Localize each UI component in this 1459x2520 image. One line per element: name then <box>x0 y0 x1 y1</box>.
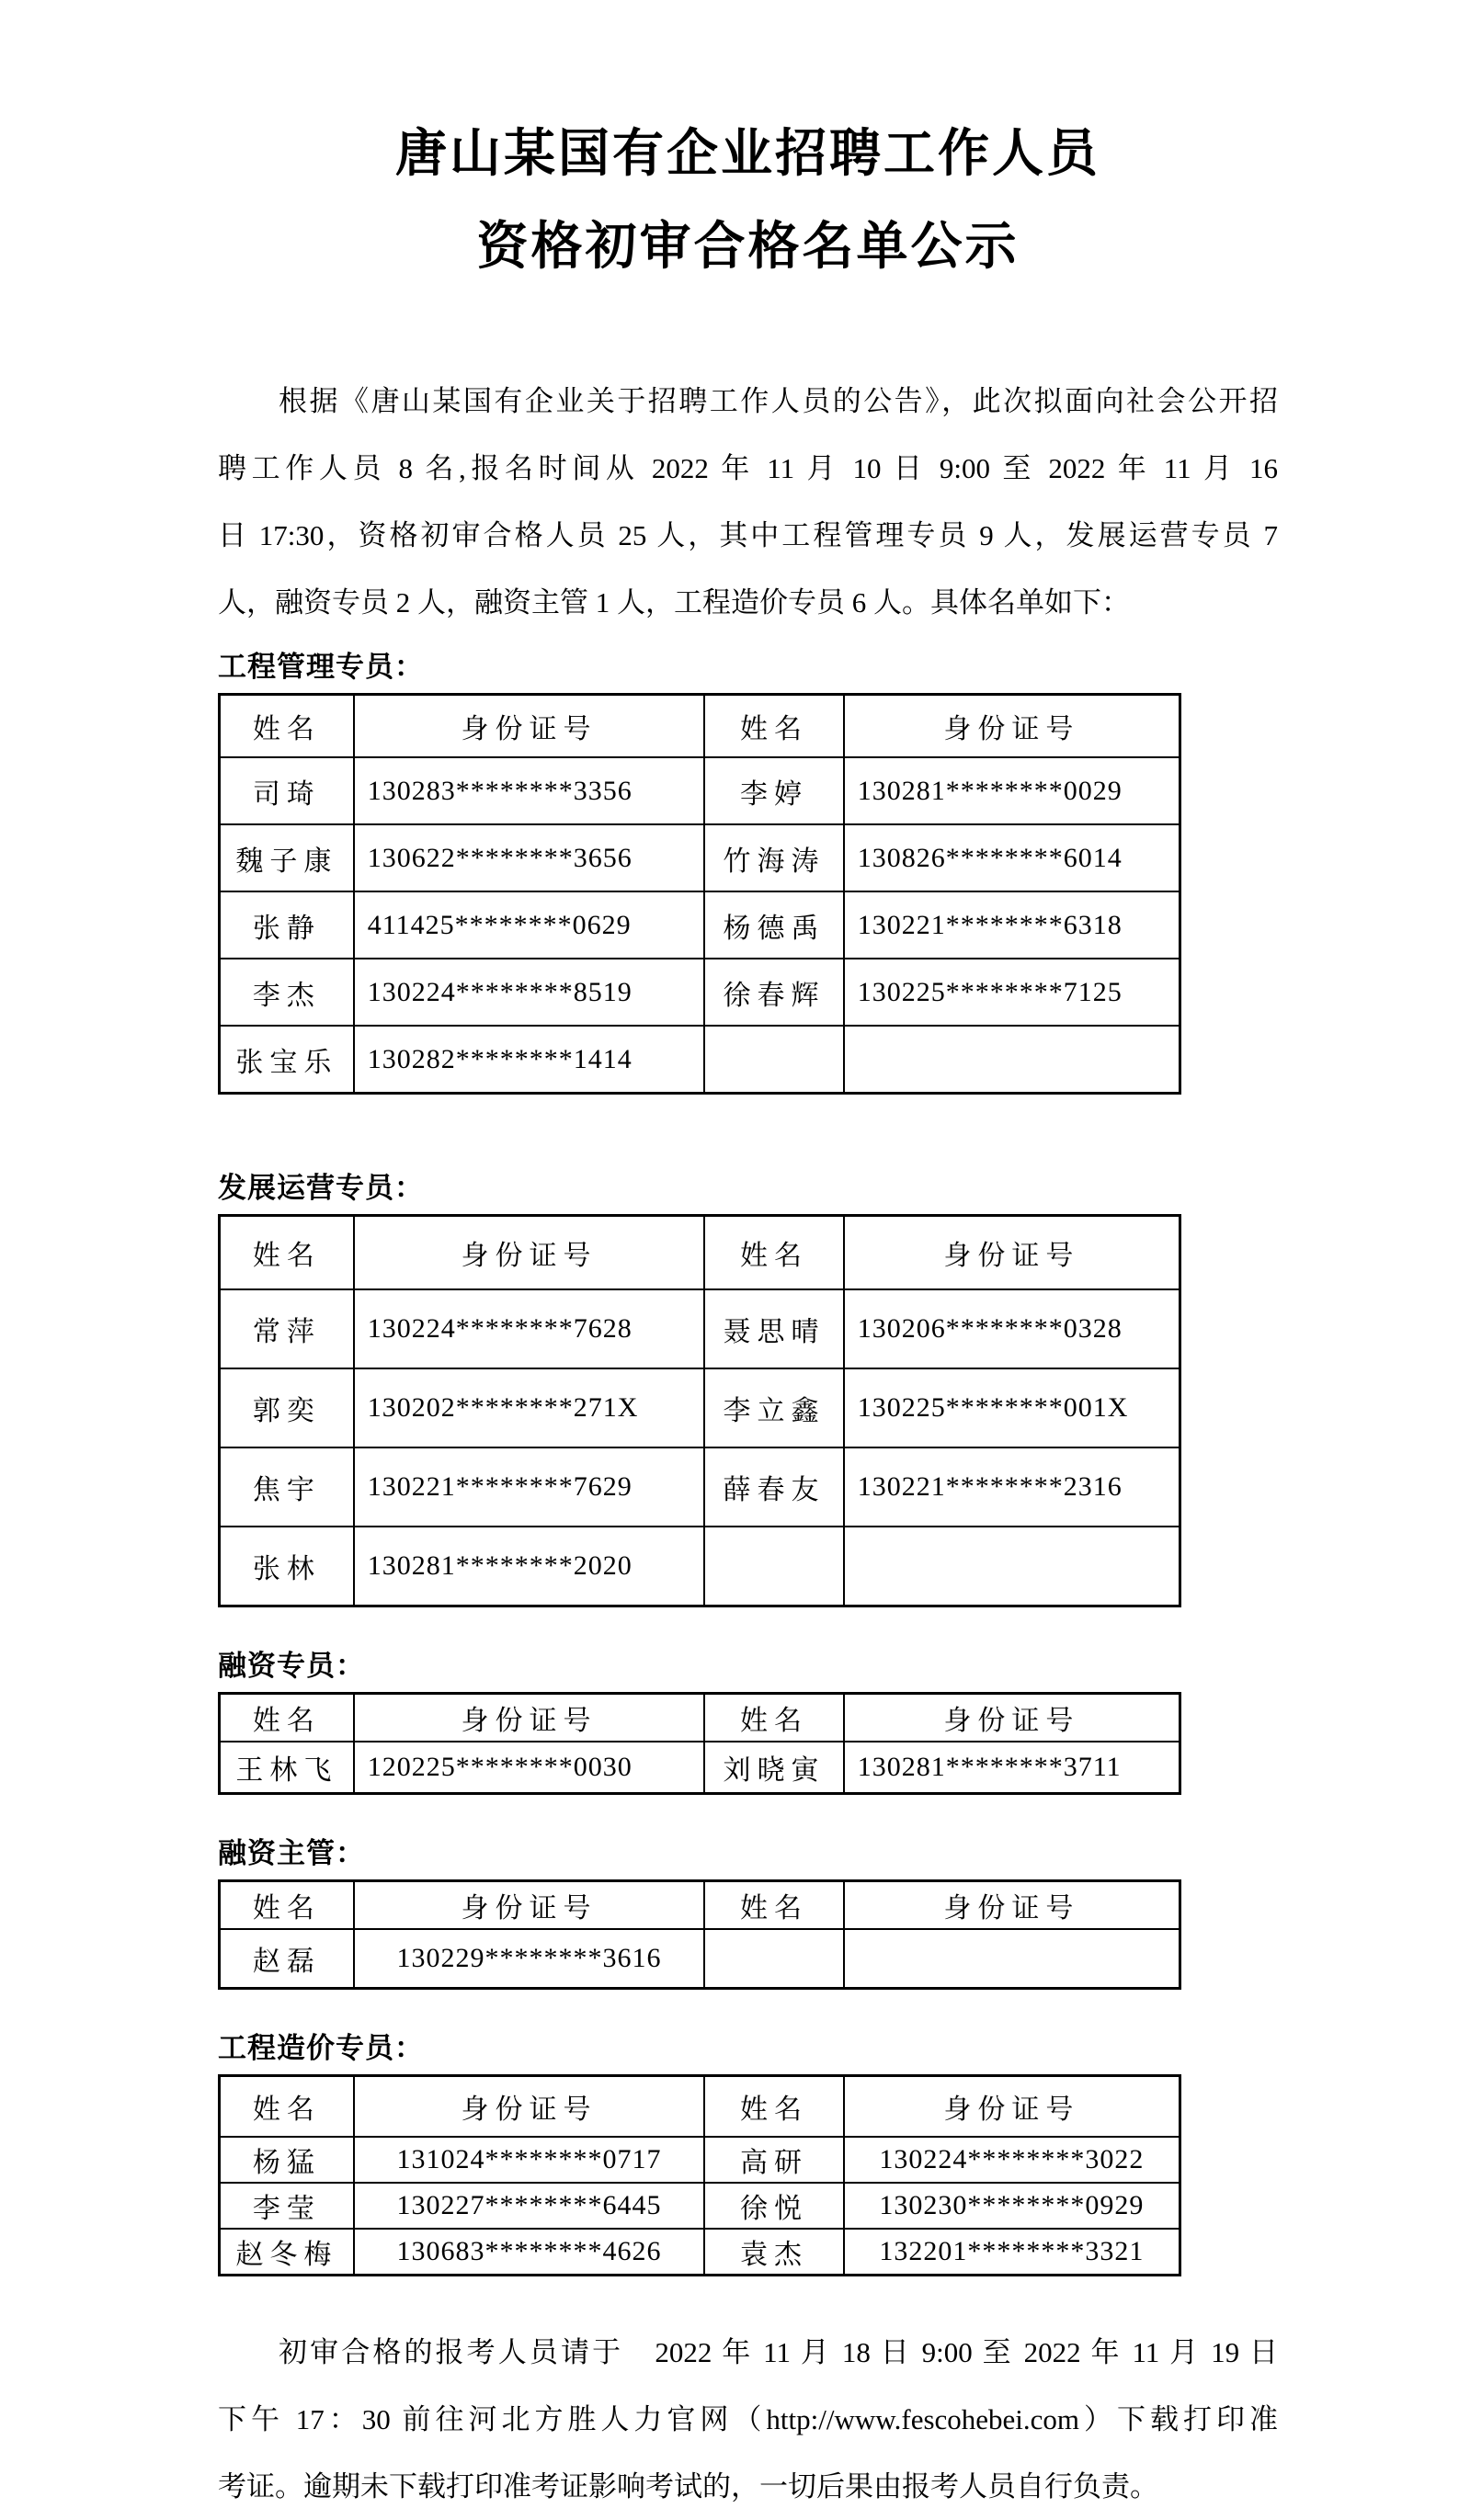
id-cell: 411425********0629 <box>354 891 704 959</box>
name-cell: 杨德禹 <box>704 891 844 959</box>
id-cell: 130683********4626 <box>354 2229 704 2276</box>
section-heading: 融资专员： <box>218 1650 365 1682</box>
document-title-line-2: 资格初审合格名单公示 <box>476 217 1020 275</box>
name-cell: 魏子康 <box>220 824 354 891</box>
name-cell: 李杰 <box>220 959 354 1026</box>
name-column-header: 姓名 <box>220 695 354 758</box>
footer-line-2: 下午 17：30 前往河北方胜人力官网（http://www.fescohebei.com）下载打印准 <box>218 2403 1278 2435</box>
table-row <box>220 959 1180 1026</box>
footer-line-1: 初审合格的报考人员请于 2022 年 11 月 18 日 9:00 至 2022 年 11 月 19 日 <box>279 2336 1278 2368</box>
id-cell: 130224********3022 <box>844 2137 1180 2183</box>
section-heading: 工程造价专员： <box>218 2032 424 2064</box>
id-cell: 130227********6445 <box>354 2183 704 2229</box>
roster-table <box>218 1692 1181 1795</box>
roster-table <box>218 2074 1181 2276</box>
intro-line-1: 根据《唐山某国有企业关于招聘工作人员的公告》，此次拟面向社会公开招 <box>279 385 1278 417</box>
name-cell: 徐春辉 <box>704 959 844 1026</box>
name-cell: 杨猛 <box>220 2137 354 2183</box>
name-cell: 张宝乐 <box>220 1026 354 1094</box>
id-cell: 130622********3656 <box>354 824 704 891</box>
name-cell: 张林 <box>220 1527 354 1606</box>
id-column-header: 身份证号 <box>844 695 1180 758</box>
name-cell: 司琦 <box>220 757 354 824</box>
id-column-header: 身份证号 <box>354 2076 704 2138</box>
roster-table <box>218 693 1181 1095</box>
name-cell: 赵磊 <box>220 1929 354 1989</box>
id-cell: 131024********0717 <box>354 2137 704 2183</box>
table-row <box>220 1289 1180 1368</box>
id-cell: 120225********0030 <box>354 1742 704 1794</box>
table-row <box>220 2183 1180 2229</box>
name-cell: 常萍 <box>220 1289 354 1368</box>
intro-line-4: 人，融资专员 2 人，融资主管 1 人，工程造价专员 6 人。具体名单如下： <box>218 586 1130 619</box>
table-row <box>220 1368 1180 1447</box>
table-row <box>220 891 1180 959</box>
id-column-header: 身份证号 <box>844 1216 1180 1290</box>
name-column-header: 姓名 <box>220 1881 354 1930</box>
id-cell <box>844 1929 1180 1989</box>
section-heading: 融资主管： <box>218 1837 365 1869</box>
name-cell: 高研 <box>704 2137 844 2183</box>
table-row <box>220 1929 1180 1989</box>
name-cell: 聂思晴 <box>704 1289 844 1368</box>
roster-section <box>218 2030 1278 2276</box>
roster-sections-container <box>218 649 1278 2276</box>
name-column-header: 姓名 <box>704 1694 844 1742</box>
id-cell: 130224********7628 <box>354 1289 704 1368</box>
name-column-header: 姓名 <box>220 1694 354 1742</box>
roster-table <box>218 1214 1181 1607</box>
table-row <box>220 2137 1180 2183</box>
id-cell: 132201********3321 <box>844 2229 1180 2276</box>
id-cell: 130221********2316 <box>844 1447 1180 1527</box>
id-column-header: 身份证号 <box>354 695 704 758</box>
id-column-header: 身份证号 <box>354 1881 704 1930</box>
intro-line-2: 聘工作人员 8 名,报名时间从 2022 年 11 月 10 日 9:00 至 2022 年 11 月 16 <box>218 452 1278 484</box>
name-cell: 刘晓寅 <box>704 1742 844 1794</box>
name-cell: 郭奕 <box>220 1368 354 1447</box>
section-heading: 发展运营专员： <box>218 1172 424 1204</box>
table-row <box>220 2229 1180 2276</box>
name-cell: 竹海涛 <box>704 824 844 891</box>
table-row <box>220 757 1180 824</box>
name-cell: 李婷 <box>704 757 844 824</box>
name-cell: 王林飞 <box>220 1742 354 1794</box>
id-cell: 130202********271X <box>354 1368 704 1447</box>
name-column-header: 姓名 <box>704 2076 844 2138</box>
id-cell: 130221********6318 <box>844 891 1180 959</box>
name-cell: 赵冬梅 <box>220 2229 354 2276</box>
table-header-row <box>220 1216 1180 1290</box>
name-cell <box>704 1026 844 1094</box>
id-cell: 130281********3711 <box>844 1742 1180 1794</box>
id-cell: 130826********6014 <box>844 824 1180 891</box>
id-column-header: 身份证号 <box>844 1881 1180 1930</box>
id-cell: 130281********0029 <box>844 757 1180 824</box>
id-cell: 130206********0328 <box>844 1289 1180 1368</box>
name-cell: 张静 <box>220 891 354 959</box>
table-header-row <box>220 1881 1180 1930</box>
name-column-header: 姓名 <box>220 2076 354 2138</box>
table-row <box>220 1742 1180 1794</box>
id-cell: 130221********7629 <box>354 1447 704 1527</box>
table-row <box>220 1527 1180 1606</box>
id-cell: 130225********001X <box>844 1368 1180 1447</box>
roster-section <box>218 1835 1278 1990</box>
intro-paragraph <box>218 368 1278 636</box>
table-header-row <box>220 695 1180 758</box>
document-title-line-1: 唐山某国有企业招聘工作人员 <box>395 124 1100 182</box>
name-column-header: 姓名 <box>704 1881 844 1930</box>
id-column-header: 身份证号 <box>354 1216 704 1290</box>
name-cell: 焦宇 <box>220 1447 354 1527</box>
section-heading: 工程管理专员： <box>218 651 424 683</box>
name-cell: 李立鑫 <box>704 1368 844 1447</box>
name-cell <box>704 1929 844 1989</box>
footer-paragraph <box>218 2319 1278 2520</box>
roster-section <box>218 649 1278 1095</box>
id-column-header: 身份证号 <box>844 2076 1180 2138</box>
name-cell: 李莹 <box>220 2183 354 2229</box>
id-cell: 130224********8519 <box>354 959 704 1026</box>
table-header-row <box>220 2076 1180 2138</box>
id-cell: 130283********3356 <box>354 757 704 824</box>
id-cell: 130281********2020 <box>354 1527 704 1606</box>
table-header-row <box>220 1694 1180 1742</box>
id-column-header: 身份证号 <box>354 1694 704 1742</box>
name-cell: 袁杰 <box>704 2229 844 2276</box>
name-column-header: 姓名 <box>220 1216 354 1290</box>
name-column-header: 姓名 <box>704 1216 844 1290</box>
roster-table <box>218 1879 1181 1990</box>
id-cell: 130282********1414 <box>354 1026 704 1094</box>
name-cell: 薛春友 <box>704 1447 844 1527</box>
intro-line-3: 日 17:30，资格初审合格人员 25 人，其中工程管理专员 9 人，发展运营专员 7 <box>218 519 1278 551</box>
roster-section <box>218 1170 1278 1607</box>
name-column-header: 姓名 <box>704 695 844 758</box>
id-cell: 130225********7125 <box>844 959 1180 1026</box>
name-cell <box>704 1527 844 1606</box>
id-column-header: 身份证号 <box>844 1694 1180 1742</box>
table-row <box>220 1026 1180 1094</box>
name-cell: 徐悦 <box>704 2183 844 2229</box>
id-cell: 130230********0929 <box>844 2183 1180 2229</box>
id-cell <box>844 1026 1180 1094</box>
roster-section <box>218 1648 1278 1795</box>
id-cell <box>844 1527 1180 1606</box>
table-row <box>220 824 1180 891</box>
id-cell: 130229********3616 <box>354 1929 704 1989</box>
table-row <box>220 1447 1180 1527</box>
footer-line-3: 考证。逾期未下载打印准考证影响考试的，一切后果由报考人员自行负责。 <box>218 2470 1158 2503</box>
